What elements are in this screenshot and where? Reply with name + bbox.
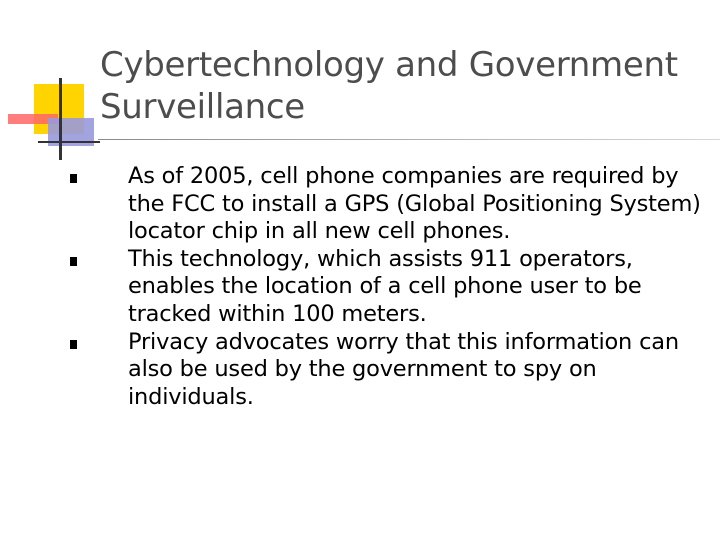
bullet-square-icon: [70, 174, 77, 183]
bullet-item: [68, 246, 708, 329]
slide-title: [100, 44, 710, 128]
bullet-text: As of 2005, cell phone companies are required by the FCC to install a GPS (Global Positioning System) locator chip in all new cell phones.: [128, 163, 701, 245]
title-underline-rule: [98, 139, 720, 140]
bullet-item: [68, 329, 708, 412]
slide-title-line-1: Cybertechnology and Government: [100, 45, 678, 85]
bullet-square-icon: [70, 257, 77, 266]
bullet-square-icon: [70, 340, 77, 349]
bullet-text: Privacy advocates worry that this information can also be used by the government to spy on individuals.: [128, 328, 679, 410]
bullet-item: [68, 163, 708, 246]
decorative-horizontal-line: [38, 141, 100, 143]
bullet-list: [68, 163, 708, 411]
decorative-vertical-line: [59, 78, 62, 160]
slide-title-line-2: Surveillance: [100, 87, 305, 127]
bullet-text: This technology, which assists 911 operators, enables the location of a cell phone user to be tracked within 100 meters.: [128, 245, 642, 327]
